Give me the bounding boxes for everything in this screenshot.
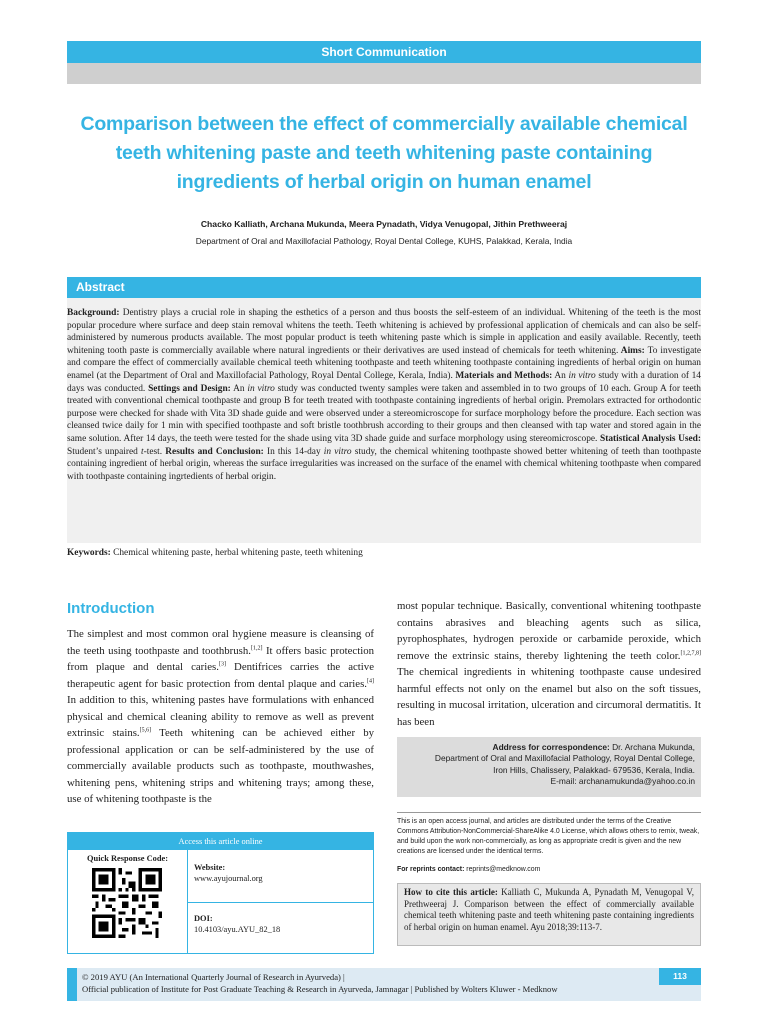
citation-ref[interactable]: [4] <box>367 677 374 684</box>
settings-label: Settings and Design: <box>145 383 231 394</box>
intro-text-6: most popular technique. Basically, conventional whitening toothpaste contains abrasives and bleaching agents such as silica, pyrophosphates, hydrogen peroxide or carbamide peroxide, which remove the extrinsic stains, thereby lightening the teeth color. <box>397 600 701 662</box>
intro-text-2: It offers basic protection from plaque and dental caries. <box>67 644 375 673</box>
background-label: Background: <box>67 308 120 318</box>
citation-ref[interactable]: [5,6] <box>139 727 152 734</box>
qr-cell <box>68 850 188 954</box>
stats-text: Student’s unpaired <box>67 446 142 457</box>
citation-ref[interactable]: [1,2,7,8] <box>680 649 701 656</box>
correspondence-line: Department of Oral and Maxillofacial Pathology, Royal Dental College, <box>434 753 695 764</box>
results-label: Results and Conclusion: <box>162 446 264 457</box>
settings-italic: in vitro <box>247 383 275 394</box>
correspondence-name-line <box>403 742 695 753</box>
keywords <box>67 548 701 558</box>
footer-text <box>82 971 642 996</box>
background-text: Dentistry plays a crucial role in shaping the esthetics of a person and thus boosts the self-esteem of an individual. Whitening of the teeth is the most popular procedure where surface and deep stain removal whitens the teeth. Teeth whitening is achieved by professional application of chemicals and can also be self-administered by numerous products available. The most popular product is teeth whitening paste which is simple in application and easily available. Recently, teeth whitening tooth paste is commercially available where natural ingredients or their derivatives are used instead of chemicals for teeth whitening. <box>67 308 701 356</box>
article-title: Comparison between the effect of commercially available chemical teeth whitening paste and teeth whitening paste containing ingredients of herbal origin on human enamel <box>80 113 688 193</box>
cite-text: Kalliath C, Mukunda A, Pynadath M, Venugopal V, Prethweeraj J. Comparison between the effect of commercially available chemical teeth whitening paste and teeth whitening paste containing ingredients of herbal origin on human enamel. Ayu 2018;39:113-7. <box>404 887 694 932</box>
footer-line-2: Official publication of Institute for Post Graduate Teaching & Research in Ayurveda, Jamnagar | Published by Wolters Kluwer - Medknow <box>82 984 558 995</box>
page-number: 113 <box>659 968 701 985</box>
citation-ref[interactable]: [3] <box>218 661 226 668</box>
how-to-cite-box <box>397 883 701 946</box>
correspondence-line: Iron Hills, Chalissery, Palakkad- 679536, Kerala, India. <box>493 764 695 775</box>
footer-accent <box>67 968 77 1001</box>
intro-text-3: Dentifrices carries the active therapeutic agent for basic protection from dental plaque and caries. <box>67 661 374 690</box>
intro-text-4: In addition to this, whitening pastes have formulations with enhanced physical and chemical cleaning ability to remove as well as prevent extrinsic stains. <box>67 694 374 739</box>
aims-label: Aims: <box>618 345 645 356</box>
keywords-label: Keywords: <box>67 548 111 558</box>
reprints-label: For reprints contact: <box>397 866 465 873</box>
stats-text-2: -test. <box>143 446 163 457</box>
keywords-text: Chemical whitening paste, herbal whitening paste, teeth whitening <box>110 548 363 558</box>
section-label: Short Communication <box>321 45 447 59</box>
footer-line-1: © 2019 AYU (An International Quarterly Journal of Research in Ayurveda) | <box>82 972 345 982</box>
access-heading: Access this article online <box>68 833 373 850</box>
website-label: Website: <box>194 863 226 872</box>
correspondence-email[interactable]: E-mail: archanamukunda@yahoo.co.in <box>550 776 695 787</box>
doi-value[interactable]: 10.4103/ayu.AYU_82_18 <box>194 925 281 934</box>
results-italic: in vitro <box>323 446 352 457</box>
doi-label: DOI: <box>194 914 213 923</box>
reprints-email[interactable]: reprints@medknow.com <box>464 866 541 873</box>
qr-label: Quick Response Code: <box>87 854 168 863</box>
introduction-left-column <box>67 626 374 808</box>
access-article-box <box>67 832 374 954</box>
reprints-contact <box>397 866 701 873</box>
qr-code-icon[interactable] <box>92 868 162 938</box>
stats-label: Statistical Analysis Used: <box>597 433 701 444</box>
correspondence-box <box>397 737 701 797</box>
introduction-right-column <box>397 598 701 730</box>
abstract-heading: Abstract <box>67 277 701 298</box>
website-cell <box>188 850 374 903</box>
author-list: Chacko Kalliath, Archana Mukunda, Meera Pynadath, Vidya Venugopal, Jithin Prethweeraj <box>200 219 568 229</box>
stats-italic: t <box>141 446 144 457</box>
grey-header-band <box>67 63 701 84</box>
doi-cell <box>188 903 374 954</box>
aims-text: To investigate and compare the effect of commercially available chemical teeth whitening toothpaste and teeth whitening toothpaste containing ingredients of herbal origin on human enamel (at the Department of Oral and Maxillofacial Pathology, Royal Dental College, Kerala, India). <box>67 345 702 381</box>
introduction-heading: Introduction <box>67 600 155 617</box>
settings-text-2: study was conducted twenty samples were taken and assembled in to two groups of 10 each. Group A for teeth treated with conventional chemical toothpaste and group B for teeth treated with toothpaste containing ingredients of herbal origin. Premolars extracted for orthodontic purpose were checked for shade with Vita 3D shade guide and were observed under a stereomicroscope for surface morphology before the procedure. Each section was cleansed twice daily for 1 min with specified toothpaste and soft bristle toothbrush according to their groups and then cleansed with tap water and stored again in the same solution. After 14 days, the teeth were tested for the shade using vita 3D shade guide and surface morphology using stereomicroscope. <box>67 383 701 444</box>
results-text: In this 14-day <box>263 446 324 457</box>
intro-text-5: Teeth whitening can be achieved either by professional application or can be self-administered by the use of commercially available products such as toothpaste, mouthwashes, whitening pens, whitening strips and whitening trays; among these, use of whitening toothpaste is the <box>67 727 374 805</box>
methods-text: An <box>552 370 569 381</box>
abstract-text <box>67 307 701 483</box>
settings-text: An <box>230 383 248 394</box>
correspondence-name: Dr. Archana Mukunda, <box>609 742 695 752</box>
correspondence-label: Address for correspondence: <box>492 742 610 752</box>
affiliation: Department of Oral and Maxillofacial Pathology, Royal Dental College, KUHS, Palakkad, Kerala, India <box>195 236 573 246</box>
intro-text-7: The chemical ingredients in whitening toothpaste cause undesired harmful effects not only on the enamel but also on the soft tissues, resulting in mucosal irritation, ulceration and circumoral dermatitis. It has been <box>397 666 701 728</box>
cite-label: How to cite this article: <box>404 887 498 897</box>
results-text-2: study, the chemical whitening toothpaste showed better whitening of teeth than toothpaste containing ingredient of herbal origin, whereas the surface irregularities was increased on the surface of the enamel with chemical whitening toothpaste when compared with toothpaste containing ingrtedients of herbal origin. <box>67 446 701 482</box>
website-link[interactable]: www.ayujournal.org <box>194 874 263 883</box>
section-label-bar <box>67 41 701 63</box>
methods-text-2: study with a duration of 14 days was conducted. <box>67 370 701 394</box>
methods-italic: in vitro <box>568 370 596 381</box>
citation-ref[interactable]: [1,2] <box>250 644 263 651</box>
intro-text-1: The simplest and most common oral hygiene measure is cleansing of the teeth using toothpaste and toothbrush. <box>67 628 374 657</box>
open-access-notice: This is an open access journal, and articles are distributed under the terms of the Creative Commons Attribution-NonCommercial-ShareAlike 4.0 License, which allows others to remix, tweak, and build upon the work non-commercially, as long as appropriate credit is given and the new creations are licensed under the identical terms. <box>397 812 701 857</box>
methods-label: Materials and Methods: <box>452 370 553 381</box>
